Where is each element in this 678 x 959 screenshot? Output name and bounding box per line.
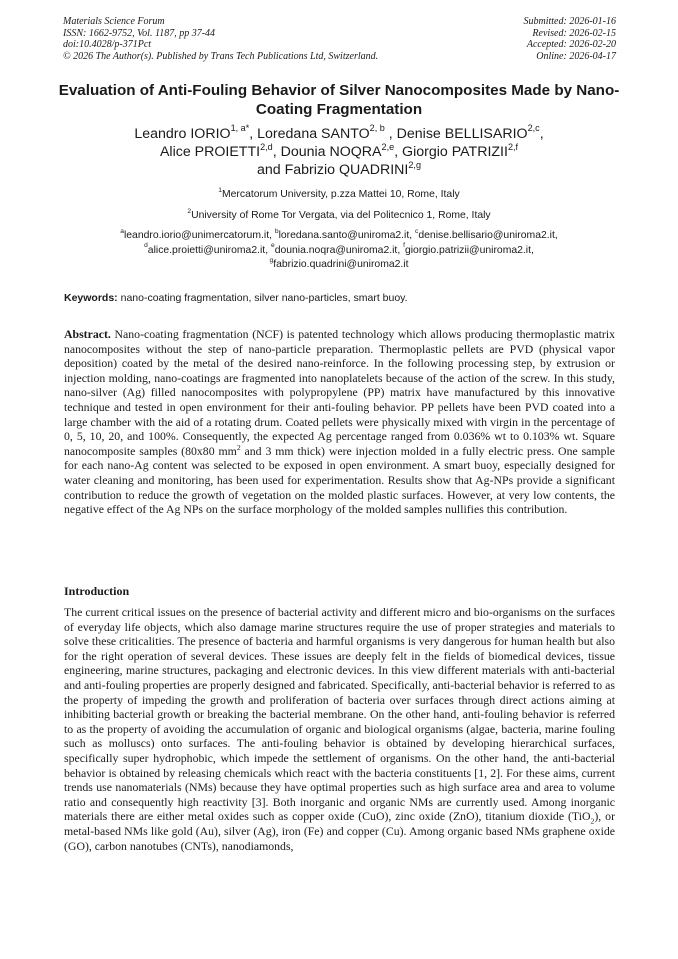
affiliation: $^1$Mercatorum University, p.zza Mattei 10, Rome, Italy xyxy=(218,186,460,200)
journal-name: Materials Science Forum xyxy=(63,16,165,27)
email-link[interactable]: $^f$giorgio.patrizii@uniroma2.it xyxy=(403,242,532,256)
author: and Fabrizio QUADRINI$^{2,g}$ xyxy=(256,159,421,179)
date-submitted: Submitted: 2026-01-16 xyxy=(523,16,616,27)
paper-title: Evaluation of Anti-Fouling Behavior of Silver Nanocomposites Made by Nano-Coating Fragmentation xyxy=(58,82,620,118)
date-online: Online: 2026-04-17 xyxy=(536,50,616,62)
abstract-label: Abstract. xyxy=(64,327,111,341)
affiliation: $^2$University of Rome Tor Vergata, via del Politecnico 1, Rome, Italy xyxy=(187,207,491,221)
author-list xyxy=(40,125,638,180)
journal-header-left xyxy=(63,16,378,62)
author: Denise BELLISARIO$^{2,c}$, xyxy=(396,123,544,142)
author: Loredana SANTO$^{2, b}$ , xyxy=(257,123,397,142)
author: Alice PROIETTI$^{2,d}$, xyxy=(159,141,281,161)
keywords xyxy=(64,292,616,305)
author: Giorgio PATRIZII$^{2,f}$ xyxy=(402,141,519,161)
date-accepted: Accepted: 2026-02-20 xyxy=(526,39,616,50)
email-link[interactable]: $^b$loredana.santo@uniroma2.it xyxy=(274,227,410,241)
email-link[interactable]: $^e$dounia.noqra@uniroma2.it xyxy=(270,242,398,256)
date-revised: Revised: 2026-02-15 xyxy=(532,27,616,39)
author: Leandro $IORIO^{1, a*}$, xyxy=(134,123,258,142)
email-list: $^a$leandro.iorio@unimercatorum.it, $^b$loredana.santo@uniroma2.it, $^c$denise.bellisario@uniroma2.it, $^d$alice.proietti@uniroma2.it, $^e$dounia.noqra@uniroma2.it, $^f$giorgio.patrizii@uniroma2.it, $^g$fabrizio.quadrini@uniroma2.it xyxy=(120,227,558,271)
journal-issn-volume: ISSN: 1662-9752, Vol. 1187, pp 37-44 xyxy=(63,27,216,39)
email-link[interactable]: $^d$alice.proietti@uniroma2.it xyxy=(144,242,266,256)
keywords-label: Keywords: xyxy=(64,292,118,304)
abstract: Abstract. Nano-coating fragmentation (NCF) is patented technology which allows producing thermoplastic matrix nanocomposites without the step of nano-particle preparation. Thermoplastic pellets are PVD (physical vapor deposition) coated by the metal of the desired nano-reinforce. In the following processing step, by extrusion or injection molding, nano-coatings are fragmented into nanoplatelets because of the action of the screw. In this study, nano-silver (Ag) filled nanocomposites with polypropylene (PP) matrix have manufactured by this innovative technique and tested in open environment for their anti-fouling behavior. PP pellets have been PVD coated into a large chamber with the aid of a rotating drum. Coated pellets were physically mixed with virgin in the percentage of 0, 5, 10, 20, and 100%. Consequently, the expected Ag percentage ranged from 0.036% wt to 0.103% wt. Square nanocomposite samples (80x80 $mm^2$ and 3 mm thick) were injection molded in a fully electric press. One sample for each nano-Ag content was selected to be exposed in open environment. A smart buoy, especially designed for water cleaning and monitoring, has been used for experimentation. Results show that Ag-NPs provide a significant contribution to reduce the growth of vegetation on the molded plastic surfaces. However, at very low contents, the negative effect of the Ag NPs on the surface morphology of the molded samples nullifies this contribution. xyxy=(64,327,615,517)
introduction-paragraph: The current critical issues on the presence of bacterial activity and different micro and bio-organisms on the surfaces of everyday life objects, which also damage marine structures require the use of proper strategies and materials to solve these criticalities. The presence of bacteria and harmful organisms is very dangerous for human health but also for the right operation of several devices. These issues are deeply felt in the fields of biomedical devices, tissue engineering, marine structures, packaging and electronic devices. In this view different materials with anti-bacterial and anti-fouling properties are properly designed and fabricated. Specifically, anti-bacterial behavior is referred to as the property of impeding the growth and proliferation of bacteria over surfaces through direct actions aiming at inhibiting bacterial growth or breaking the bacterial membrane. On the other hand, anti-fouling behavior is referred to as the property of avoiding the accumulation of organic and biological organisms (algae, bacteria, marine fouling such as molluscs) onto surfaces. The anti-fouling behavior is obtained by developing hierarchical surfaces, specifically super hydrophobic, which impede the settlement of organisms. On the other hand, the anti-bacterial behavior is obtained by releasing chemicals which react with the bacteria constituents [1, 2]. For these aims, current trends use nanomaterials (NMs) because they have optimal properties such as high surface area and area to volume ratio and consequently high reactivity [3]. Both inorganic and organic NMs are currently used. Among inorganic materials there are either metal oxides such as copper oxide (CuO), zinc oxide (ZnO), titanium dioxide (TiO$_2$), or metal-based NMs like gold (Au), silver (Ag), iron (Fe) and copper (Cu). Among organic based NMs graphene oxide (GO), carbon nanotubes (CNTs), nanodiamonds, xyxy=(64,605,615,853)
journal-copyright: © 2026 The Author(s). Published by Trans Tech Publications Ltd, Switzerland. xyxy=(63,50,379,62)
email-link[interactable]: $^c$denise.bellisario@uniroma2.it xyxy=(415,227,555,241)
email-link[interactable]: $^a$leandro.iorio@unimercatorum.it xyxy=(120,227,270,241)
email-link[interactable]: $^g$fabrizio.quadrini@uniroma2.it xyxy=(269,257,409,271)
keywords-text: nano-coating fragmentation, silver nano-particles, smart buoy. xyxy=(120,292,408,304)
author: Dounia NOQRA$^{2,e}$, xyxy=(280,141,403,161)
section-heading-introduction: Introduction xyxy=(64,584,130,598)
journal-header-right xyxy=(524,16,617,62)
journal-doi: doi:10.4028/p-371Pct xyxy=(63,39,152,50)
